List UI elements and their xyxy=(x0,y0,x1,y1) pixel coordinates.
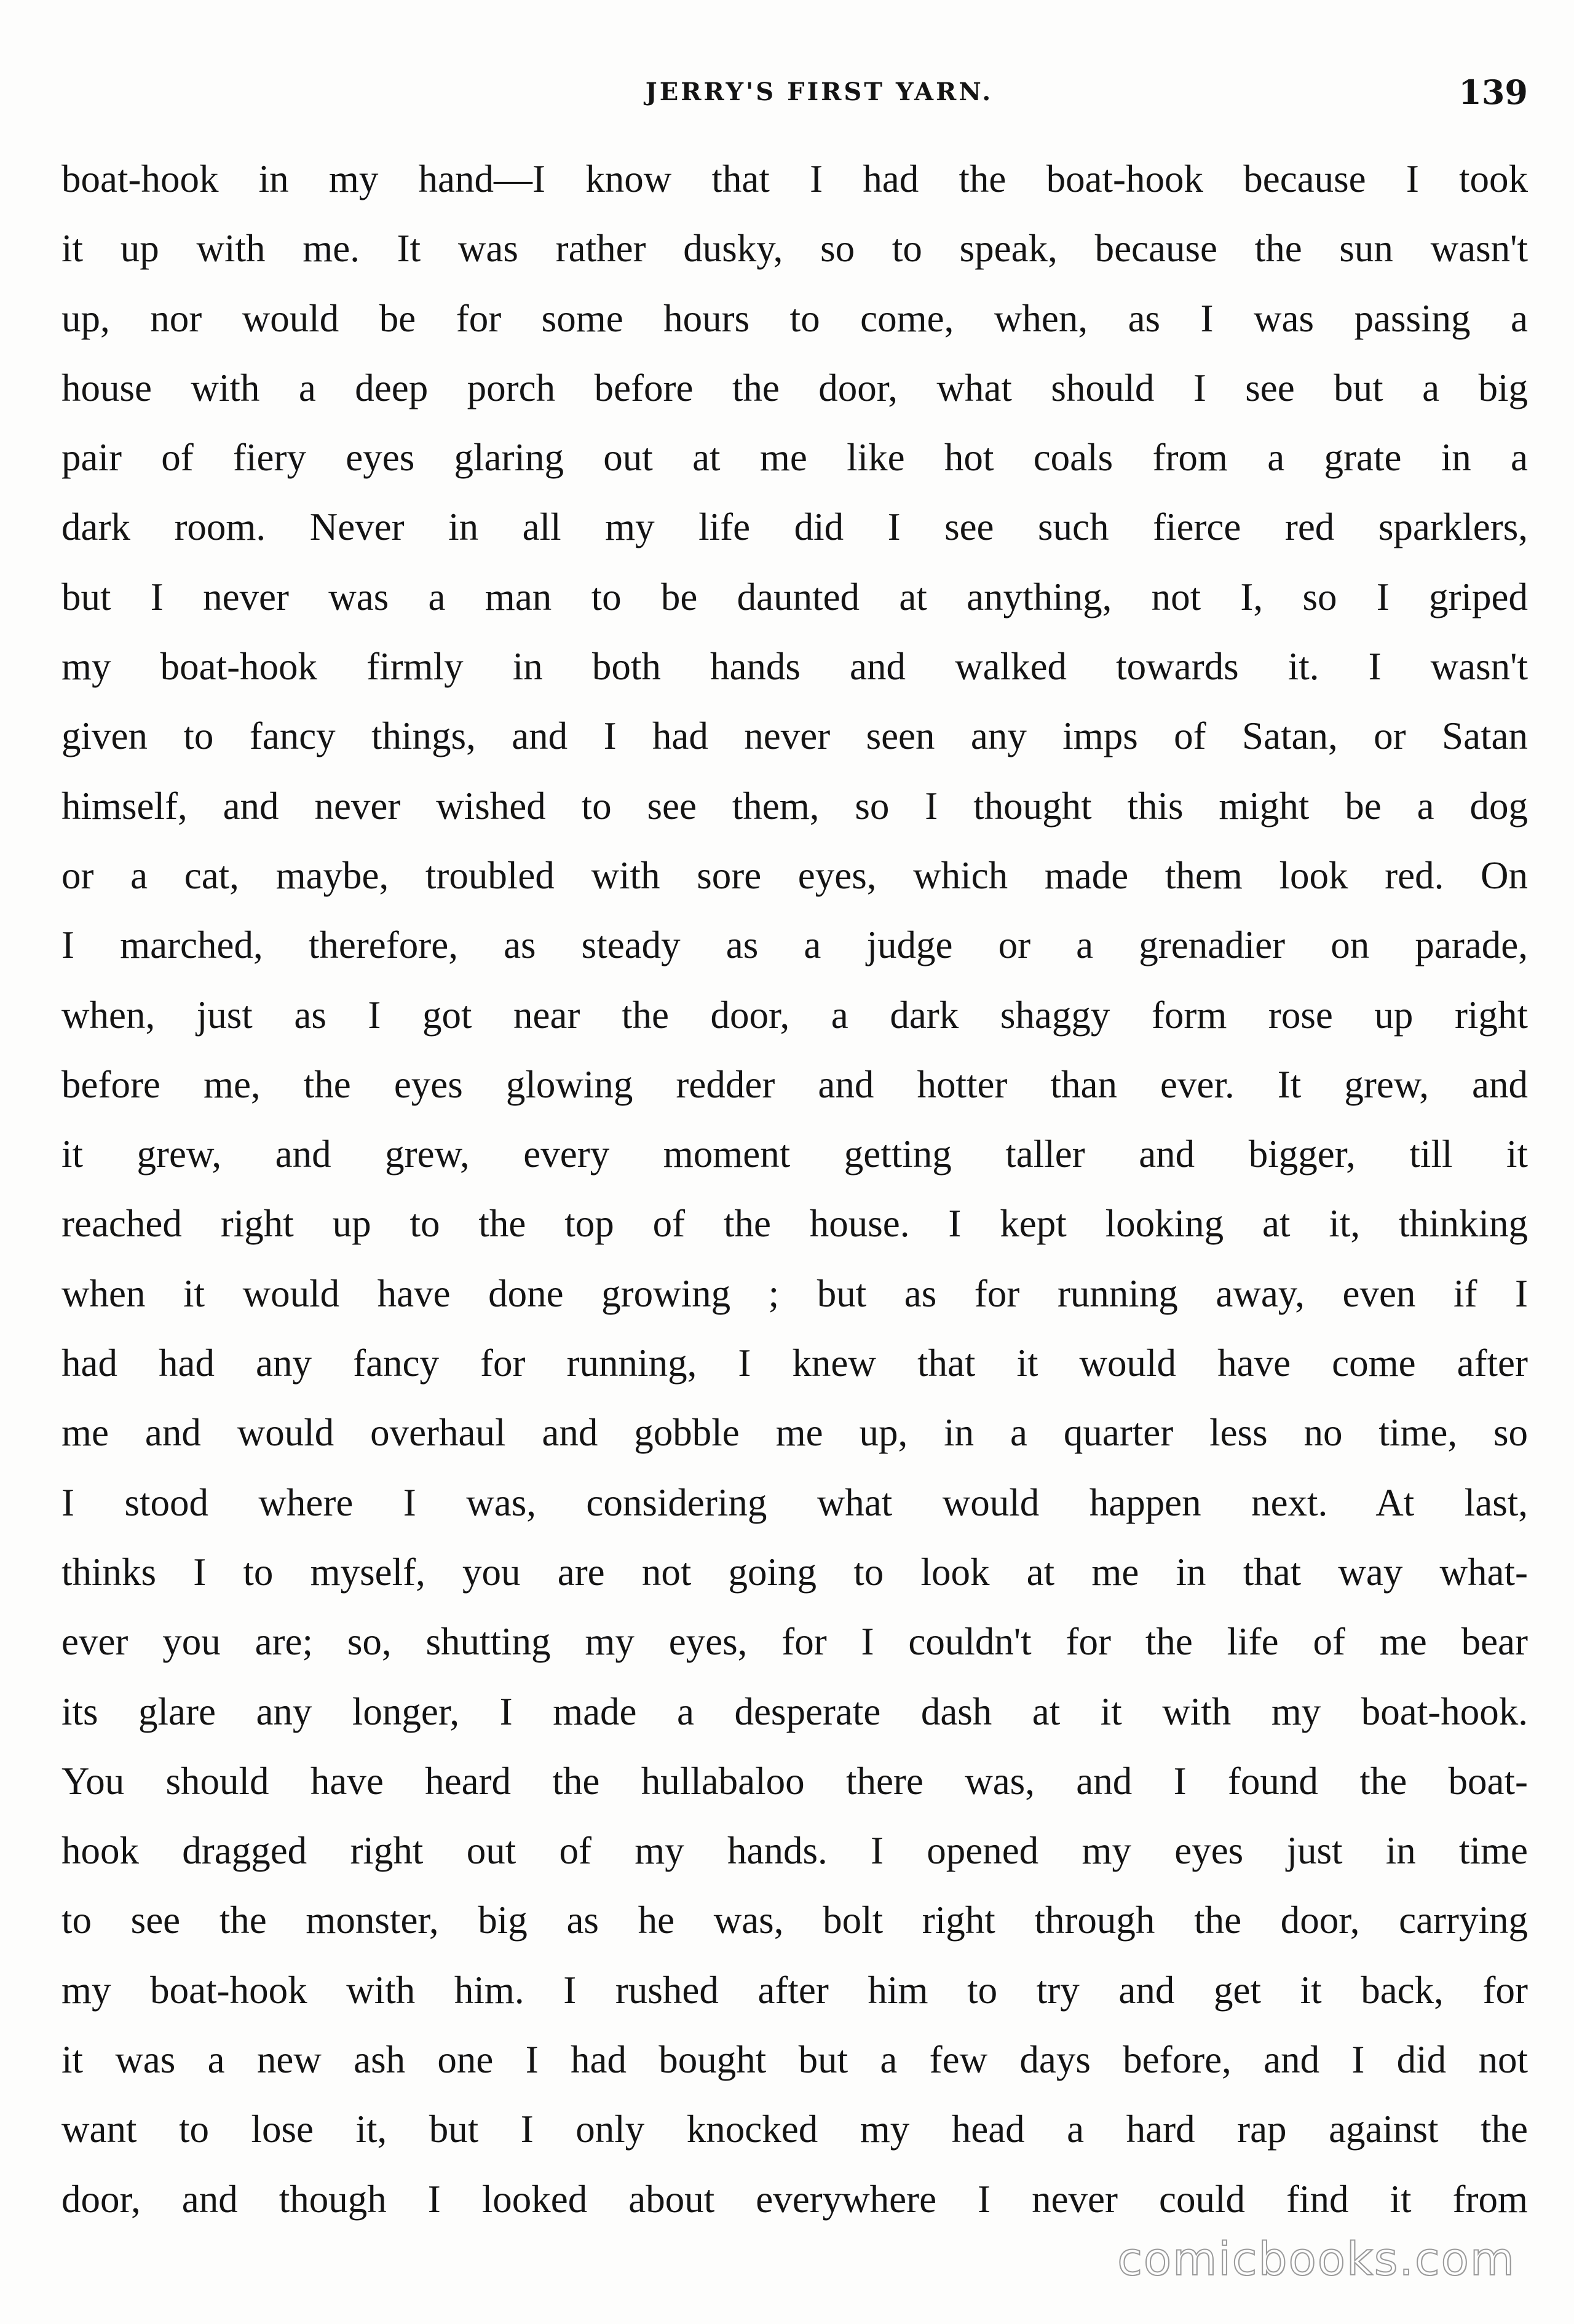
text-line: it grew, and grew, every moment getting taller and bigger, till it xyxy=(61,1132,1528,1176)
text-line: ever you are; so, shutting my eyes, for I couldn't for the life of me bear xyxy=(61,1620,1528,1664)
text-line: I stood where I was, considering what would happen next. At last, xyxy=(61,1480,1528,1524)
text-line: or a cat, maybe, troubled with sore eyes, which made them look red. On xyxy=(61,853,1528,897)
text-line: my boat-hook firmly in both hands and walked towards it. I wasn't xyxy=(61,645,1528,689)
text-line: when, just as I got near the door, a dark shaggy form rose up right xyxy=(61,993,1528,1037)
text-line: himself, and never wished to see them, so I thought this might be a dog xyxy=(61,784,1528,828)
text-line: up, nor would be for some hours to come, when, as I was passing a xyxy=(61,296,1528,340)
text-line: house with a deep porch before the door, what should I see but a big xyxy=(61,366,1528,409)
text-line: hook dragged right out of my hands. I opened my eyes just in time xyxy=(61,1829,1528,1873)
body-text xyxy=(61,144,1528,2234)
page-header xyxy=(61,65,1528,120)
text-line: had had any fancy for running, I knew that it would have come after xyxy=(61,1342,1528,1385)
text-line: given to fancy things, and I had never seen any imps of Satan, or Satan xyxy=(61,714,1528,758)
text-line: it was a new ash one I had bought but a few days before, and I did not xyxy=(61,2038,1528,2082)
page-number: 139 xyxy=(1458,73,1528,112)
text-line: to see the monster, big as he was, bolt right through the door, carrying xyxy=(61,1899,1528,1942)
text-line: door, and though I looked about everywhere I never could find it from xyxy=(61,2177,1528,2221)
text-line: boat-hook in my hand—I know that I had the boat-hook because I took xyxy=(61,157,1528,200)
site-watermark: comicbooks.com xyxy=(1117,2233,1516,2286)
text-line: You should have heard the hullabaloo there was, and I found the boat- xyxy=(61,1759,1528,1803)
text-line: when it would have done growing ; but as for running away, even if I xyxy=(61,1271,1528,1315)
text-line: its glare any longer, I made a desperate dash at it with my boat-hook. xyxy=(61,1690,1528,1733)
text-line: it up with me. It was rather dusky, so to speak, because the sun wasn't xyxy=(61,227,1528,271)
text-line: I marched, therefore, as steady as a judge or a grenadier on parade, xyxy=(61,923,1528,967)
text-line: but I never was a man to be daunted at anything, not I, so I griped xyxy=(61,575,1528,619)
text-line: want to lose it, but I only knocked my head a hard rap against the xyxy=(61,2108,1528,2151)
running-head: JERRY'S FIRST YARN. xyxy=(645,77,994,106)
text-line: thinks I to myself, you are not going to look at me in that way what- xyxy=(61,1550,1528,1594)
text-line: reached right up to the top of the house. I kept looking at it, thinking xyxy=(61,1202,1528,1246)
text-line: pair of fiery eyes glaring out at me like hot coals from a grate in a xyxy=(61,436,1528,480)
text-line: me and would overhaul and gobble me up, in a quarter less no time, so xyxy=(61,1411,1528,1455)
text-line: before me, the eyes glowing redder and hotter than ever. It grew, and xyxy=(61,1062,1528,1106)
text-line: my boat-hook with him. I rushed after him to try and get it back, for xyxy=(61,1968,1528,2012)
text-line: dark room. Never in all my life did I see such fierce red sparklers, xyxy=(61,505,1528,549)
